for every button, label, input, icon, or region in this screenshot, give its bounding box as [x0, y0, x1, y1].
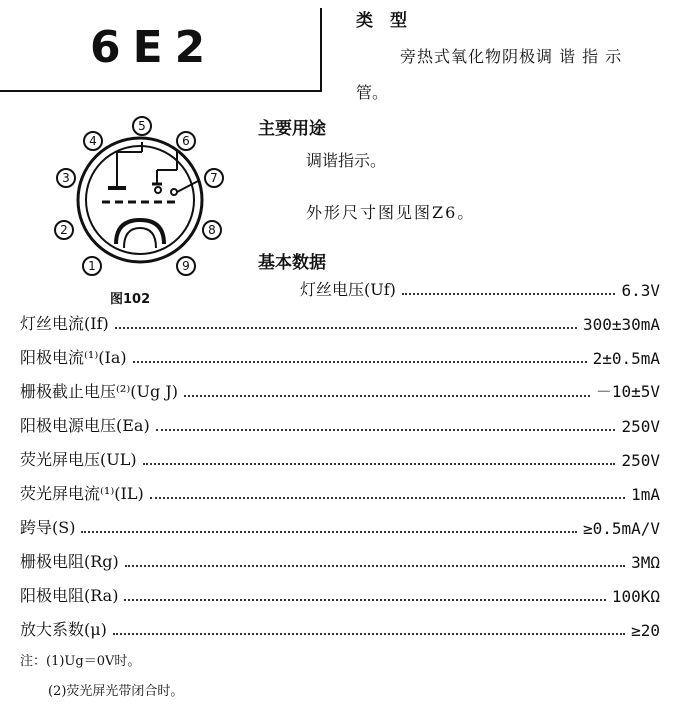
row-label: 放大系数(μ) [20, 620, 107, 639]
data-row [20, 616, 660, 640]
data-row [20, 446, 660, 470]
pin-label-1: 1 [88, 259, 96, 273]
leader-dots [113, 633, 625, 635]
row-label: 灯丝电流(If) [20, 314, 109, 333]
row-label: 跨导(S) [20, 518, 76, 537]
row-value: ≥0.5mA/V [582, 519, 660, 538]
row-label: 栅极电阻(Rg) [20, 552, 119, 571]
row-value: 2±0.5mA [592, 349, 660, 368]
usage-text: 调谐指示。 [306, 151, 387, 170]
row-value: －10±5V [595, 382, 660, 401]
type-description-line2: 管。 [356, 83, 389, 102]
row-value: 250V [621, 417, 660, 436]
row-value: 1mA [631, 485, 660, 504]
outline-reference: 外形尺寸图见图Z6。 [306, 203, 476, 222]
type-heading: 类 型 [356, 11, 407, 31]
row-value: 100KΩ [611, 587, 660, 606]
data-row [20, 310, 660, 334]
pin-label-3: 3 [62, 171, 70, 185]
row-value: 300±30mA [582, 315, 660, 334]
pin-label-5: 5 [138, 119, 146, 133]
row-label: 灯丝电压(Uf) [300, 280, 396, 299]
row-value: 6.3V [621, 281, 660, 300]
pin-label-9: 9 [182, 259, 190, 273]
data-row [20, 378, 660, 402]
row-label: 荧光屏电流⁽¹⁾(IL) [20, 484, 144, 503]
row-value: 250V [621, 451, 660, 470]
pin-label-2: 2 [60, 223, 68, 237]
leader-dots [184, 395, 590, 397]
row-label: 荧光屏电压(UL) [20, 450, 137, 469]
data-row [20, 344, 660, 368]
usage-heading: 主要用途 [258, 119, 326, 139]
tube-pin-diagram [46, 108, 246, 288]
row-label: 阳极电源电压(Ea) [20, 416, 150, 435]
note-2: (2)荧光屏光带闭合时。 [48, 684, 184, 699]
row-value: 3MΩ [631, 553, 660, 572]
row-value: ≥20 [631, 621, 660, 640]
leader-dots [115, 327, 577, 329]
data-row [20, 582, 660, 606]
leader-dots [81, 531, 576, 533]
type-description-line1: 旁热式氧化物阴极调 谐 指 示 [400, 47, 623, 66]
row-label: 栅极截止电压⁽²⁾(Ug J) [20, 382, 178, 401]
leader-dots [133, 361, 587, 363]
envelope-outer [78, 138, 202, 262]
data-row [20, 480, 660, 504]
pin-label-7: 7 [210, 171, 218, 185]
leader-dots [143, 463, 616, 465]
data-heading: 基本数据 [258, 253, 326, 273]
note-1: 注：(1)Ug＝0V时。 [20, 654, 141, 669]
leader-dots [402, 293, 616, 295]
heater-arc [116, 220, 164, 244]
row-label: 阳极电阻(Ra) [20, 586, 119, 605]
model-number: 6E2 [90, 22, 218, 73]
data-row [20, 514, 660, 538]
pin-label-6: 6 [182, 134, 190, 148]
leader-dots [150, 497, 625, 499]
leader-dots [156, 429, 616, 431]
data-row-filament-voltage [300, 276, 660, 300]
figure-caption: 图102 [110, 292, 151, 307]
pin-label-8: 8 [208, 223, 216, 237]
data-row [20, 548, 660, 572]
pin-label-4: 4 [89, 134, 97, 148]
leader-dots [124, 599, 605, 601]
leader-dots [125, 565, 625, 567]
data-row [20, 412, 660, 436]
row-label: 阳极电流⁽¹⁾(Ia) [20, 348, 127, 367]
